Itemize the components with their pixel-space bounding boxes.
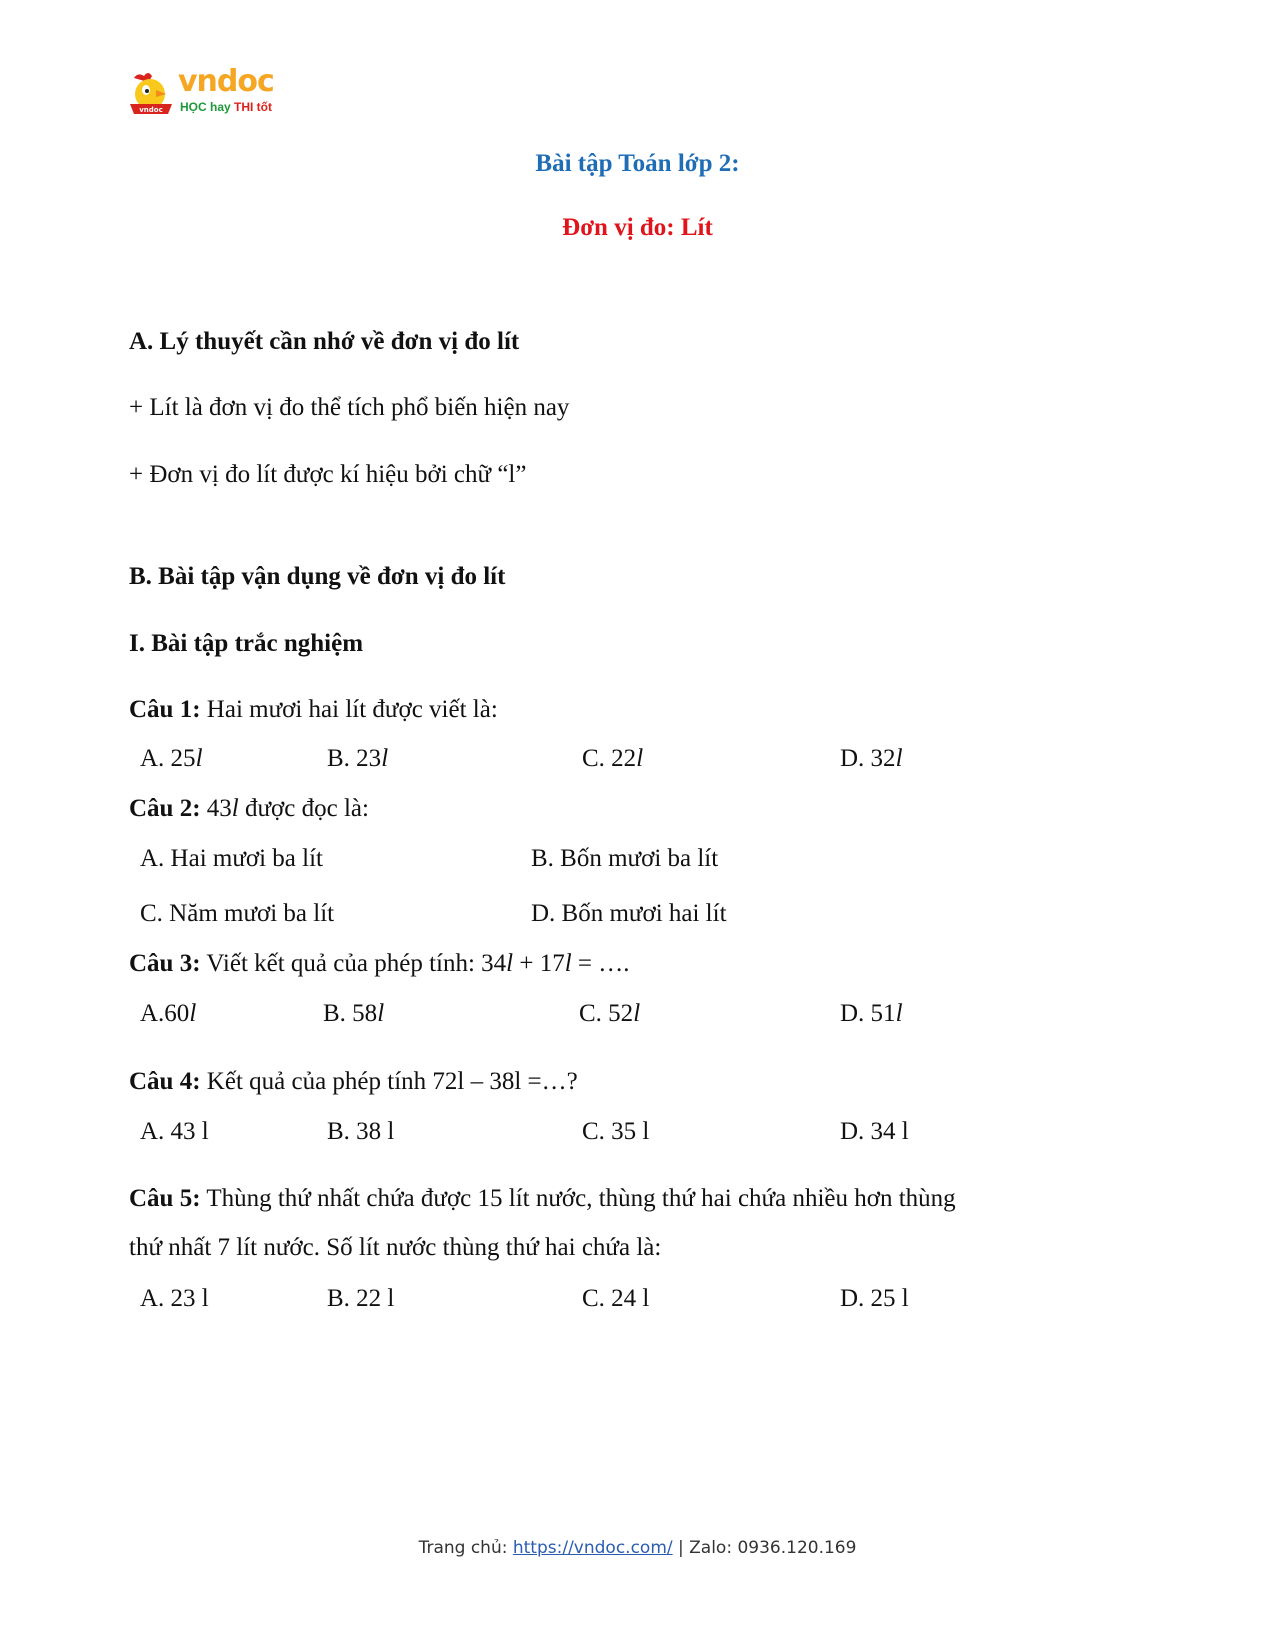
theory-bullet-1: + Lít là đơn vị đo thể tích phổ biến hiện nay <box>129 394 570 421</box>
q5-option-b: B. 22 l <box>327 1285 395 1312</box>
q4-option-c: C. 35 l <box>582 1118 650 1145</box>
q1-option-a: A. 25l <box>140 745 203 772</box>
page-subtitle: Đơn vị đo: Lít <box>562 214 713 241</box>
q4-option-a: A. 43 l <box>140 1118 209 1145</box>
question-5: Câu 5: Thùng thứ nhất chứa được 15 lít nước, thùng thứ hai chứa nhiều hơn thùng <box>129 1185 956 1212</box>
logo-wordmark: vndoc <box>178 64 274 99</box>
q5-option-d: D. 25 l <box>840 1285 909 1312</box>
section-b-heading: B. Bài tập vận dụng về đơn vị đo lít <box>129 563 506 590</box>
question-5-line-2: thứ nhất 7 lít nước. Số lít nước thùng thứ hai chứa là: <box>129 1234 662 1261</box>
logo-tagline: HỌC hay THI tốt <box>180 100 273 114</box>
vndoc-logo <box>128 64 298 120</box>
q2-option-c: C. Năm mươi ba lít <box>140 900 335 927</box>
q3-option-b: B. 58l <box>323 1000 385 1027</box>
q1-option-b: B. 23l <box>327 745 389 772</box>
page-title: Bài tập Toán lớp 2: <box>535 150 740 177</box>
question-1: Câu 1: Hai mươi hai lít được viết là: <box>129 696 498 723</box>
q3-option-a: A.60l <box>140 1000 197 1027</box>
q2-option-d: D. Bốn mươi hai lít <box>531 900 727 927</box>
q2-option-b: B. Bốn mươi ba lít <box>531 845 719 872</box>
question-4: Câu 4: Kết quả của phép tính 72l – 38l =…? <box>129 1068 578 1095</box>
q5-option-a: A. 23 l <box>140 1285 209 1312</box>
chicken-mascot-icon <box>128 70 174 118</box>
q2-option-a: A. Hai mươi ba lít <box>140 845 323 872</box>
q3-option-d: D. 51l <box>840 1000 903 1027</box>
section-a-heading: A. Lý thuyết cần nhớ về đơn vị đo lít <box>129 328 520 355</box>
multiple-choice-heading: I. Bài tập trắc nghiệm <box>129 630 364 657</box>
q3-option-c: C. 52l <box>579 1000 641 1027</box>
q4-option-b: B. 38 l <box>327 1118 395 1145</box>
q1-option-d: D. 32l <box>840 745 903 772</box>
theory-bullet-2: + Đơn vị đo lít được kí hiệu bởi chữ “l” <box>129 461 527 488</box>
q4-option-d: D. 34 l <box>840 1118 909 1145</box>
question-2: Câu 2: 43l được đọc là: <box>129 795 369 822</box>
svg-text:vndoc: vndoc <box>139 106 163 114</box>
page-footer: Trang chủ: https://vndoc.com/ | Zalo: 0936.120.169 <box>418 1538 857 1558</box>
q5-option-c: C. 24 l <box>582 1285 650 1312</box>
homepage-link[interactable]: https://vndoc.com/ <box>512 1538 673 1558</box>
q1-option-c: C. 22l <box>582 745 644 772</box>
question-3: Câu 3: Viết kết quả của phép tính: 34l + 17l = …. <box>129 950 630 977</box>
